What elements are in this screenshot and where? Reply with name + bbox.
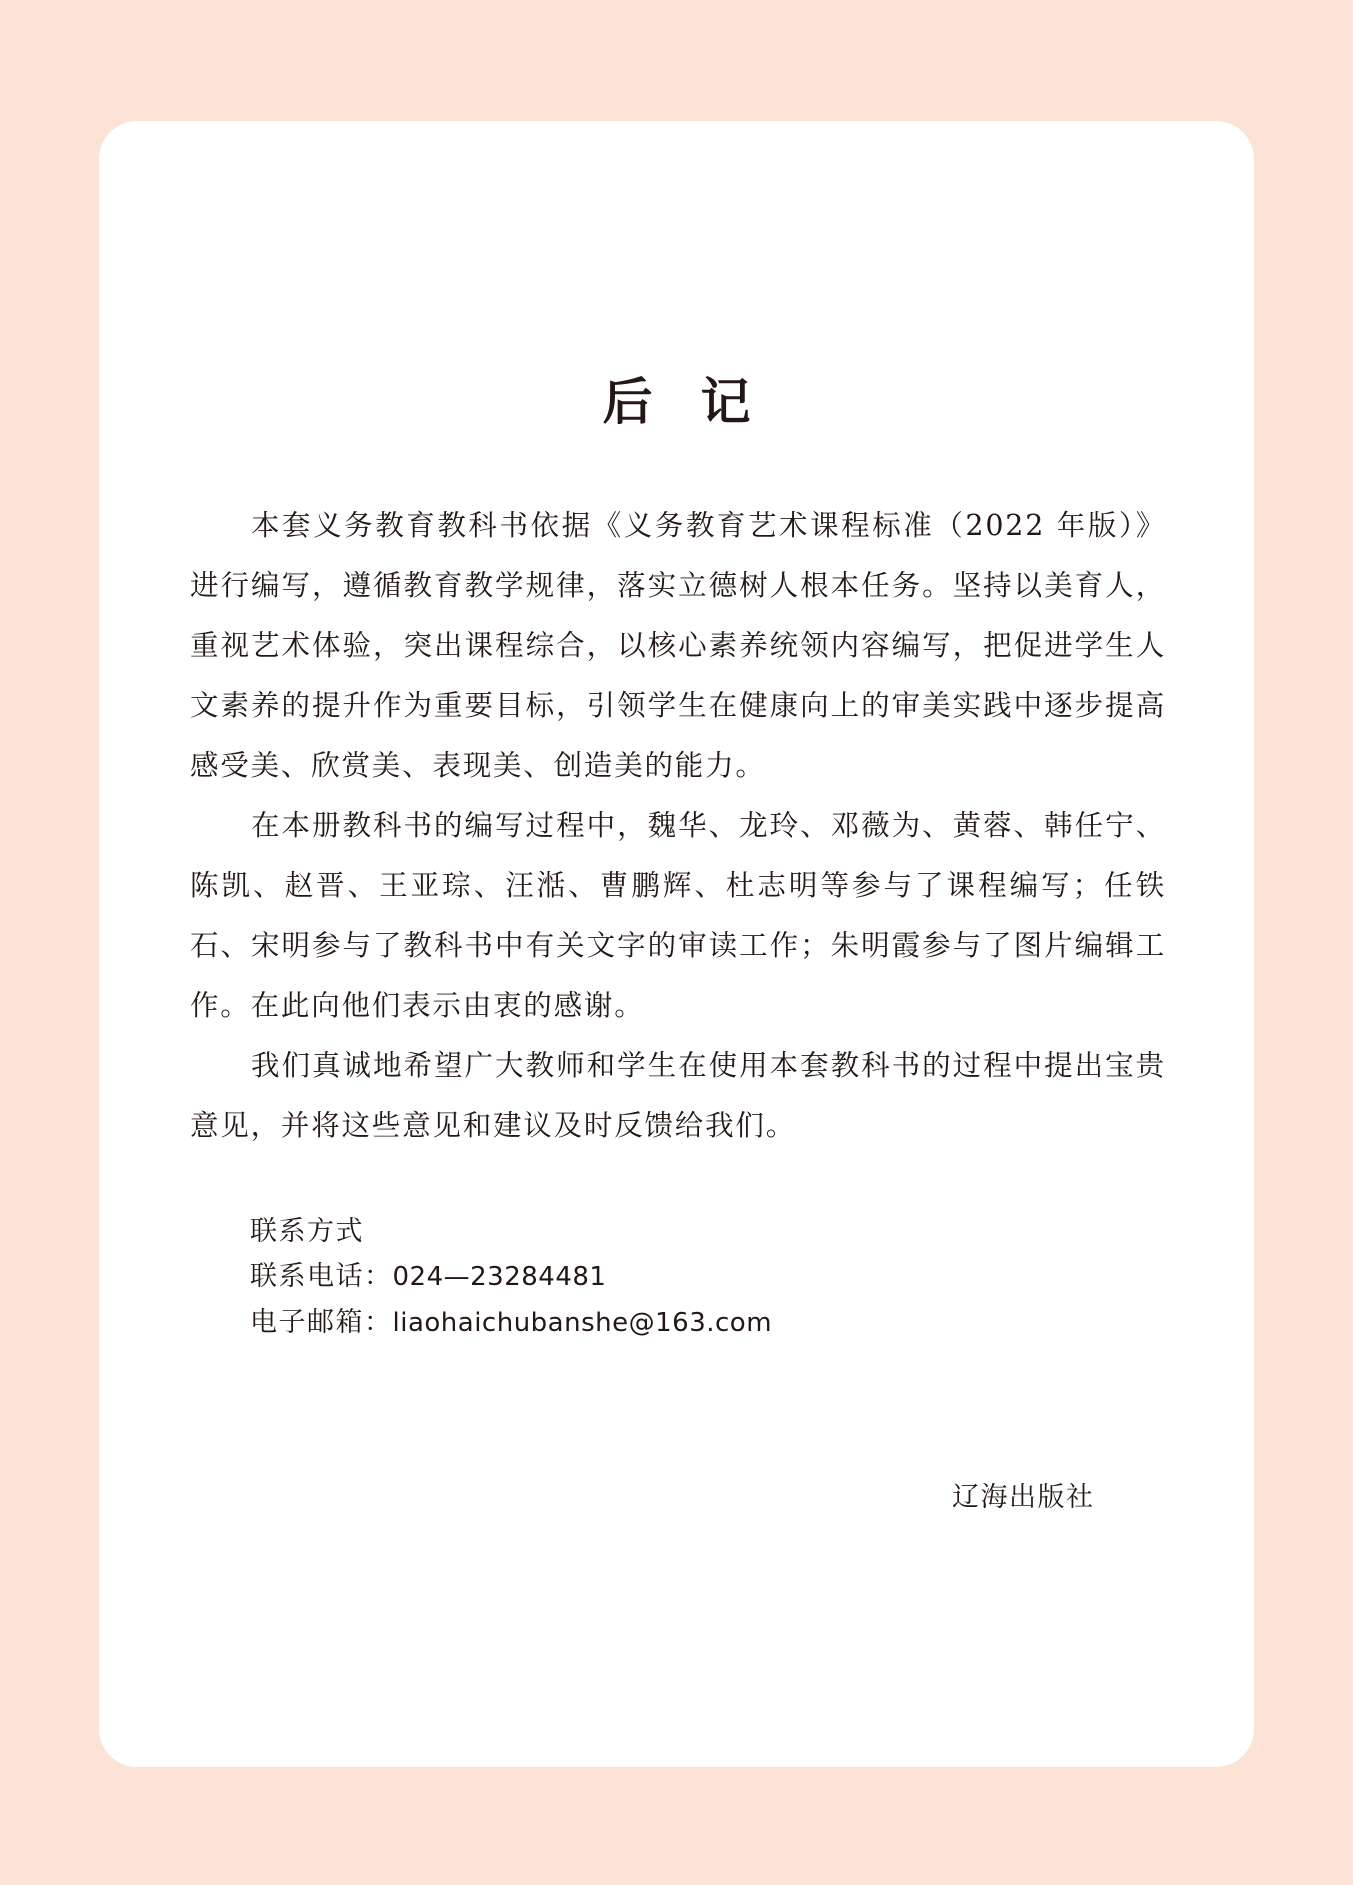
paragraph-1: 本套义务教育教科书依据《义务教育艺术课程标准（2022 年版）》进行编写，遵循教育教学规律，落实立德树人根本任务。坚持以美育人，重视艺术体验，突出课程综合，以核心素养统领内容编写，把促进学生人文素养的提升作为重要目标，引领学生在健康向上的审美实践中逐步提高感受美、欣赏美、表现美、创造美的能力。 [190,509,1166,782]
email-label: 电子邮箱： [250,1307,393,1338]
phone-row [250,1254,772,1300]
page-title: 后记 [602,372,799,431]
publisher-name: 辽海出版社 [952,1482,1095,1513]
contact-heading: 联系方式 [250,1216,364,1247]
email-address: liaohaichubanshe@163.com [392,1308,773,1338]
afterword-body [190,496,1166,1156]
contact-info [250,1209,772,1346]
paragraph-3: 我们真诚地希望广大教师和学生在使用本套教科书的过程中提出宝贵意见，并将这些意见和建议及时反馈给我们。 [190,1049,1166,1142]
phone-number: 024—23284481 [392,1262,607,1292]
phone-label: 联系电话： [250,1261,393,1292]
paragraph-2: 在本册教科书的编写过程中，魏华、龙玲、邓薇为、黄蓉、韩任宁、陈凯、赵晋、王亚琮、汪湉、曹鹏辉、杜志明等参与了课程编写；任铁石、宋明参与了教科书中有关文字的审读工作；朱明霞参与了图片编辑工作。在此向他们表示由衷的感谢。 [190,809,1166,1022]
email-row [250,1300,772,1346]
